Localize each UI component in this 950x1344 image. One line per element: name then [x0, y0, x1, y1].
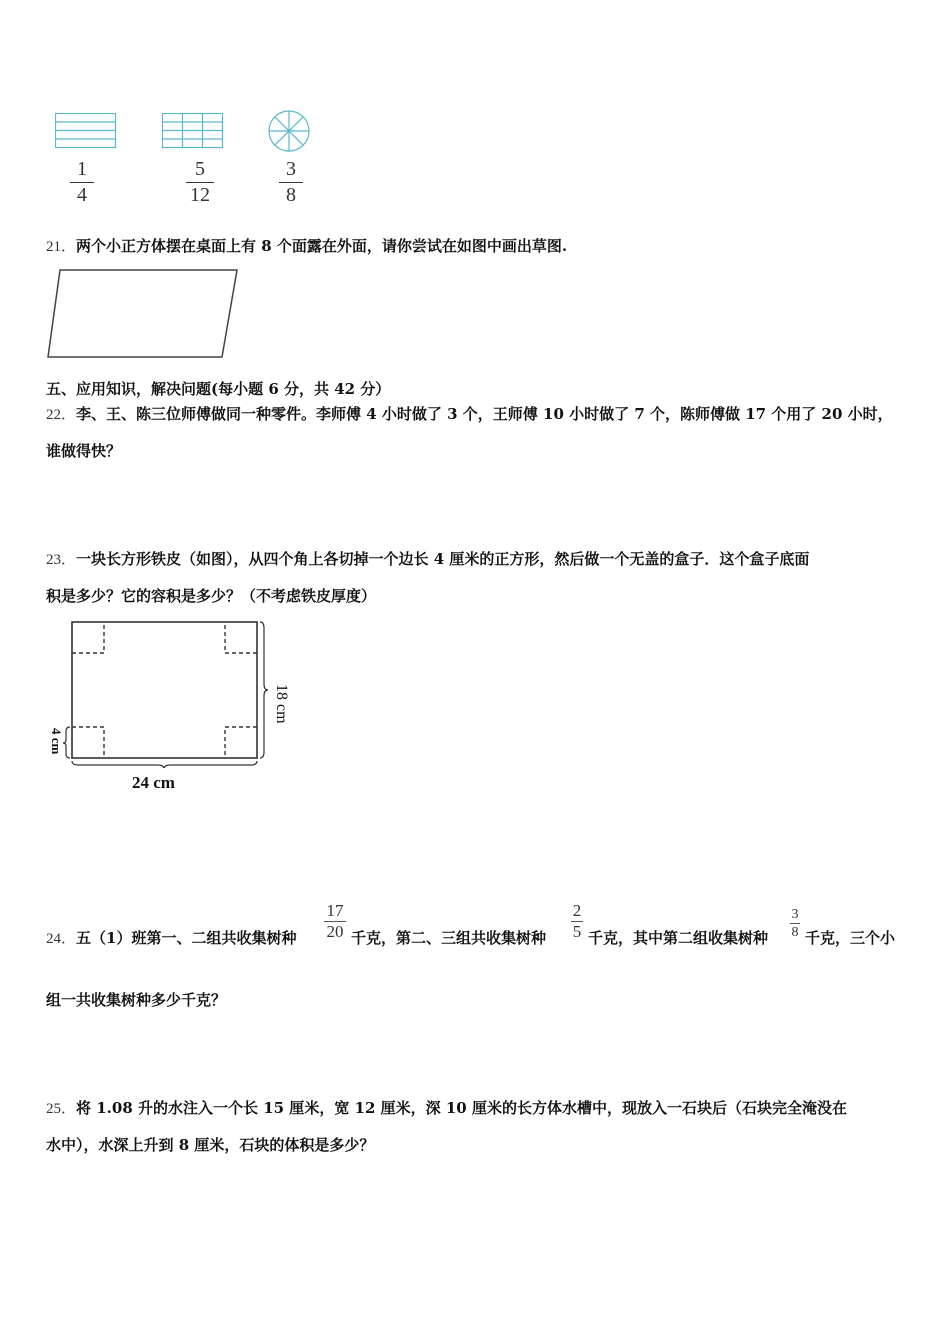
fraction-label-1-4: [70, 158, 94, 207]
height-label: 18 cm: [273, 684, 290, 724]
question-22-line2: 谁做得快？: [46, 442, 122, 460]
denominator: 20: [326, 922, 344, 941]
fraction-label-5-12: [186, 158, 214, 207]
denominator: 8: [791, 925, 799, 940]
question-text-line1: 一块长方形铁皮（如图），从四个角上各切掉一个边长 4 厘米的正方形，然后做一个无盖的盒子．这个盒子底面: [76, 550, 810, 568]
fraction-label-3-8: [279, 158, 303, 207]
width-label: 24 cm: [132, 773, 175, 792]
fraction-2-5: [571, 902, 583, 941]
fraction-figure-circle-eighths: [266, 108, 312, 154]
denominator: 5: [572, 922, 582, 941]
section-title: 五、应用知识，解决问题(每小题 6 分，共 42 分）: [46, 380, 391, 398]
denominator: 4: [77, 184, 87, 206]
question-24-line2: 组一共收集树种多少千克？: [46, 991, 227, 1009]
denominator: 8: [286, 184, 296, 206]
iron-sheet-diagram: [46, 618, 296, 768]
question-23: [46, 549, 809, 570]
question-text-line1: 李、王、陈三位师傅做同一种零件。李师傅 4 小时做了 3 个，王师傅 10 小时做了 7 个，陈师傅做 17 个用了 20 小时，: [76, 405, 893, 423]
numerator: 5: [195, 158, 205, 180]
numerator: 3: [791, 907, 799, 922]
numerator: 3: [286, 158, 296, 180]
question-21: [46, 236, 567, 257]
question-number: 22．: [46, 407, 77, 423]
question-number: 25．: [46, 1101, 77, 1117]
question-number: 24．: [46, 931, 77, 947]
question-25: [46, 1098, 847, 1119]
fraction-figure-twelfths: [162, 113, 224, 149]
numerator: 17: [326, 901, 344, 920]
numerator: 1: [77, 158, 87, 180]
question-24-part4: 千克，三个小: [805, 929, 896, 947]
question-24-part2: 千克，第二、三组共收集树种: [351, 929, 547, 947]
parallelogram-figure: [46, 268, 240, 360]
fraction-3-8: [790, 907, 800, 940]
question-text: 两个小正方体摆在桌面上有 8 个面露在外面，请你尝试在如图中画出草图.: [76, 237, 568, 255]
numerator: 2: [572, 901, 582, 920]
question-text-line1: 将 1.08 升的水注入一个长 15 厘米，宽 12 厘米，深 10 厘米的长方体水槽中，现放入一石块后（石块完全淹没在: [76, 1099, 847, 1117]
question-number: 23．: [46, 552, 77, 568]
question-24: [46, 928, 296, 949]
question-25-line2: 水中），水深上升到 8 厘米，石块的体积是多少？: [46, 1136, 375, 1154]
fraction-figure-quarter: [55, 113, 117, 149]
question-24-part3: 千克，其中第二组收集树种: [588, 929, 769, 947]
question-23-line2: 积是多少？它的容积是多少？（不考虑铁皮厚度）: [46, 587, 377, 605]
fraction-17-20: [324, 902, 346, 941]
question-22: [46, 404, 893, 425]
question-number: 21．: [46, 239, 77, 255]
denominator: 12: [190, 184, 210, 206]
corner-label: 4 cm: [49, 728, 64, 755]
question-text-part1: 五（1）班第一、二组共收集树种: [76, 929, 297, 947]
